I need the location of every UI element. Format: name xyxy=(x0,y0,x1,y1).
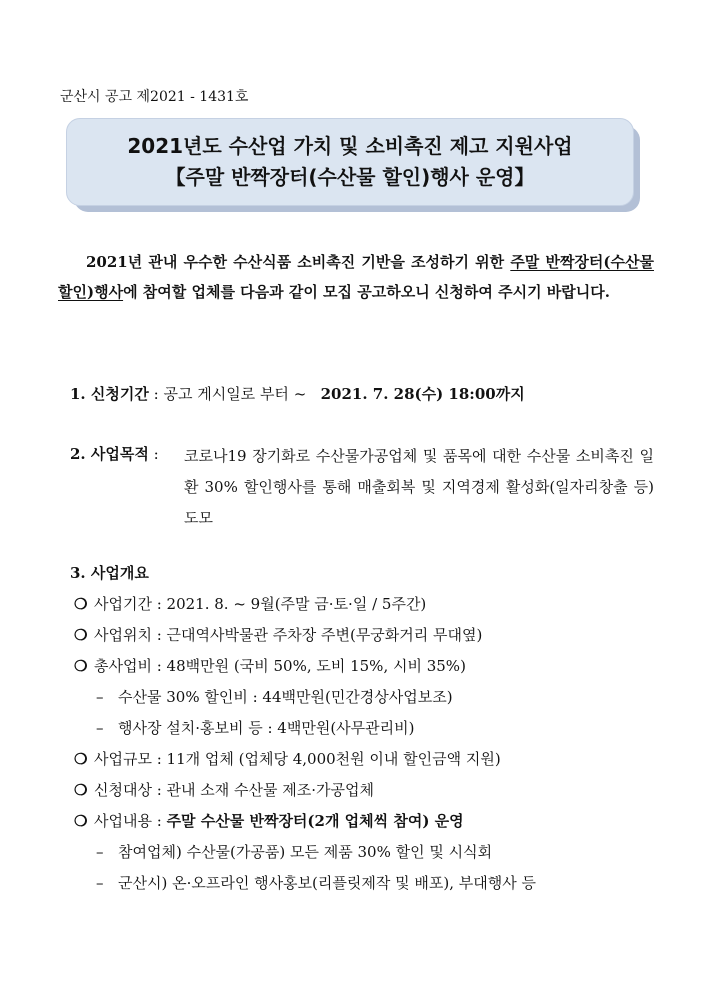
intro-text-1: 2021년 관내 우수한 수산식품 소비촉진 기반을 조성하기 위한 xyxy=(86,253,511,271)
dash-icon: – xyxy=(96,688,104,706)
section-2-colon: : xyxy=(153,445,159,463)
bullet-circle-icon: ❍ xyxy=(74,781,88,799)
bullet-circle-icon: ❍ xyxy=(74,750,88,768)
section-application-period xyxy=(70,383,525,404)
bullet-circle-icon: ❍ xyxy=(74,626,88,644)
section-2-label: 2. 사업목적 xyxy=(70,445,149,463)
overview-item-eligibility: ❍ 신청대상 : 관내 소재 수산물 제조·가공업체 xyxy=(74,781,374,799)
overview-subitem-participants: – 참여업체) 수산물(가공품) 모든 제품 30% 할인 및 시식회 xyxy=(96,843,493,861)
overview-item-location: ❍ 사업위치 : 근대역사박물관 주차장 주변(무궁화거리 무대옆) xyxy=(74,626,483,644)
section-1-text: 공고 게시일로 부터 ~ xyxy=(163,385,307,403)
intro-paragraph xyxy=(58,247,654,307)
title-box xyxy=(66,118,634,206)
overview-item-period: ❍ 사업기간 : 2021. 8. ~ 9월(주말 금·토·일 / 5주간) xyxy=(74,595,427,613)
section-purpose-header xyxy=(70,443,159,464)
bullet-circle-icon: ❍ xyxy=(74,595,88,613)
section-1-colon: : xyxy=(153,385,159,403)
overview-item-content: ❍ 사업내용 : 주말 수산물 반짝장터(2개 업체씩 참여) 운영 xyxy=(74,812,464,830)
notice-number: 군산시 공고 제2021 - 1431호 xyxy=(60,89,249,105)
overview-subitem-discount-cost: – 수산물 30% 할인비 : 44백만원(민간경상사업보조) xyxy=(96,688,453,706)
bullet-circle-icon: ❍ xyxy=(74,657,88,675)
bullet-circle-icon: ❍ xyxy=(74,812,88,830)
overview-item-scale: ❍ 사업규모 : 11개 업체 (업체당 4,000천원 이내 할인금액 지원) xyxy=(74,750,501,768)
dash-icon: – xyxy=(96,874,104,892)
section-3-label: 3. 사업개요 xyxy=(70,564,149,582)
overview-item-budget: ❍ 총사업비 : 48백만원 (국비 50%, 도비 15%, 시비 35%) xyxy=(74,657,466,675)
dash-icon: – xyxy=(96,843,104,861)
overview-subitem-setup-cost: – 행사장 설치·홍보비 등 : 4백만원(사무관리비) xyxy=(96,719,415,737)
title-line-1: 2021년도 수산업 가치 및 소비촉진 제고 지원사업 xyxy=(127,134,573,158)
intro-event-name: 주말 반짝장터(수산물 할인)행사 xyxy=(58,253,654,301)
overview-subitem-city-promotion: – 군산시) 온·오프라인 행사홍보(리플릿제작 및 배포), 부대행사 등 xyxy=(96,874,536,892)
section-1-deadline: 2021. 7. 28(수) 18:00까지 xyxy=(320,385,525,403)
dash-icon: – xyxy=(96,719,104,737)
intro-text-2: 에 참여할 업체를 다음과 같이 모집 공고하오니 신청하여 주시기 바랍니다. xyxy=(123,283,610,301)
title-line-2: 【주말 반짝장터(수산물 할인)행사 운영】 xyxy=(165,165,535,189)
section-1-label: 1. 신청기간 xyxy=(70,385,149,403)
section-2-body: 코로나19 장기화로 수산물가공업체 및 품목에 대한 수산물 소비촉진 일환 30% 할인행사를 통해 매출회복 및 지역경제 활성화(일자리창출 등) 도모 xyxy=(184,447,654,527)
